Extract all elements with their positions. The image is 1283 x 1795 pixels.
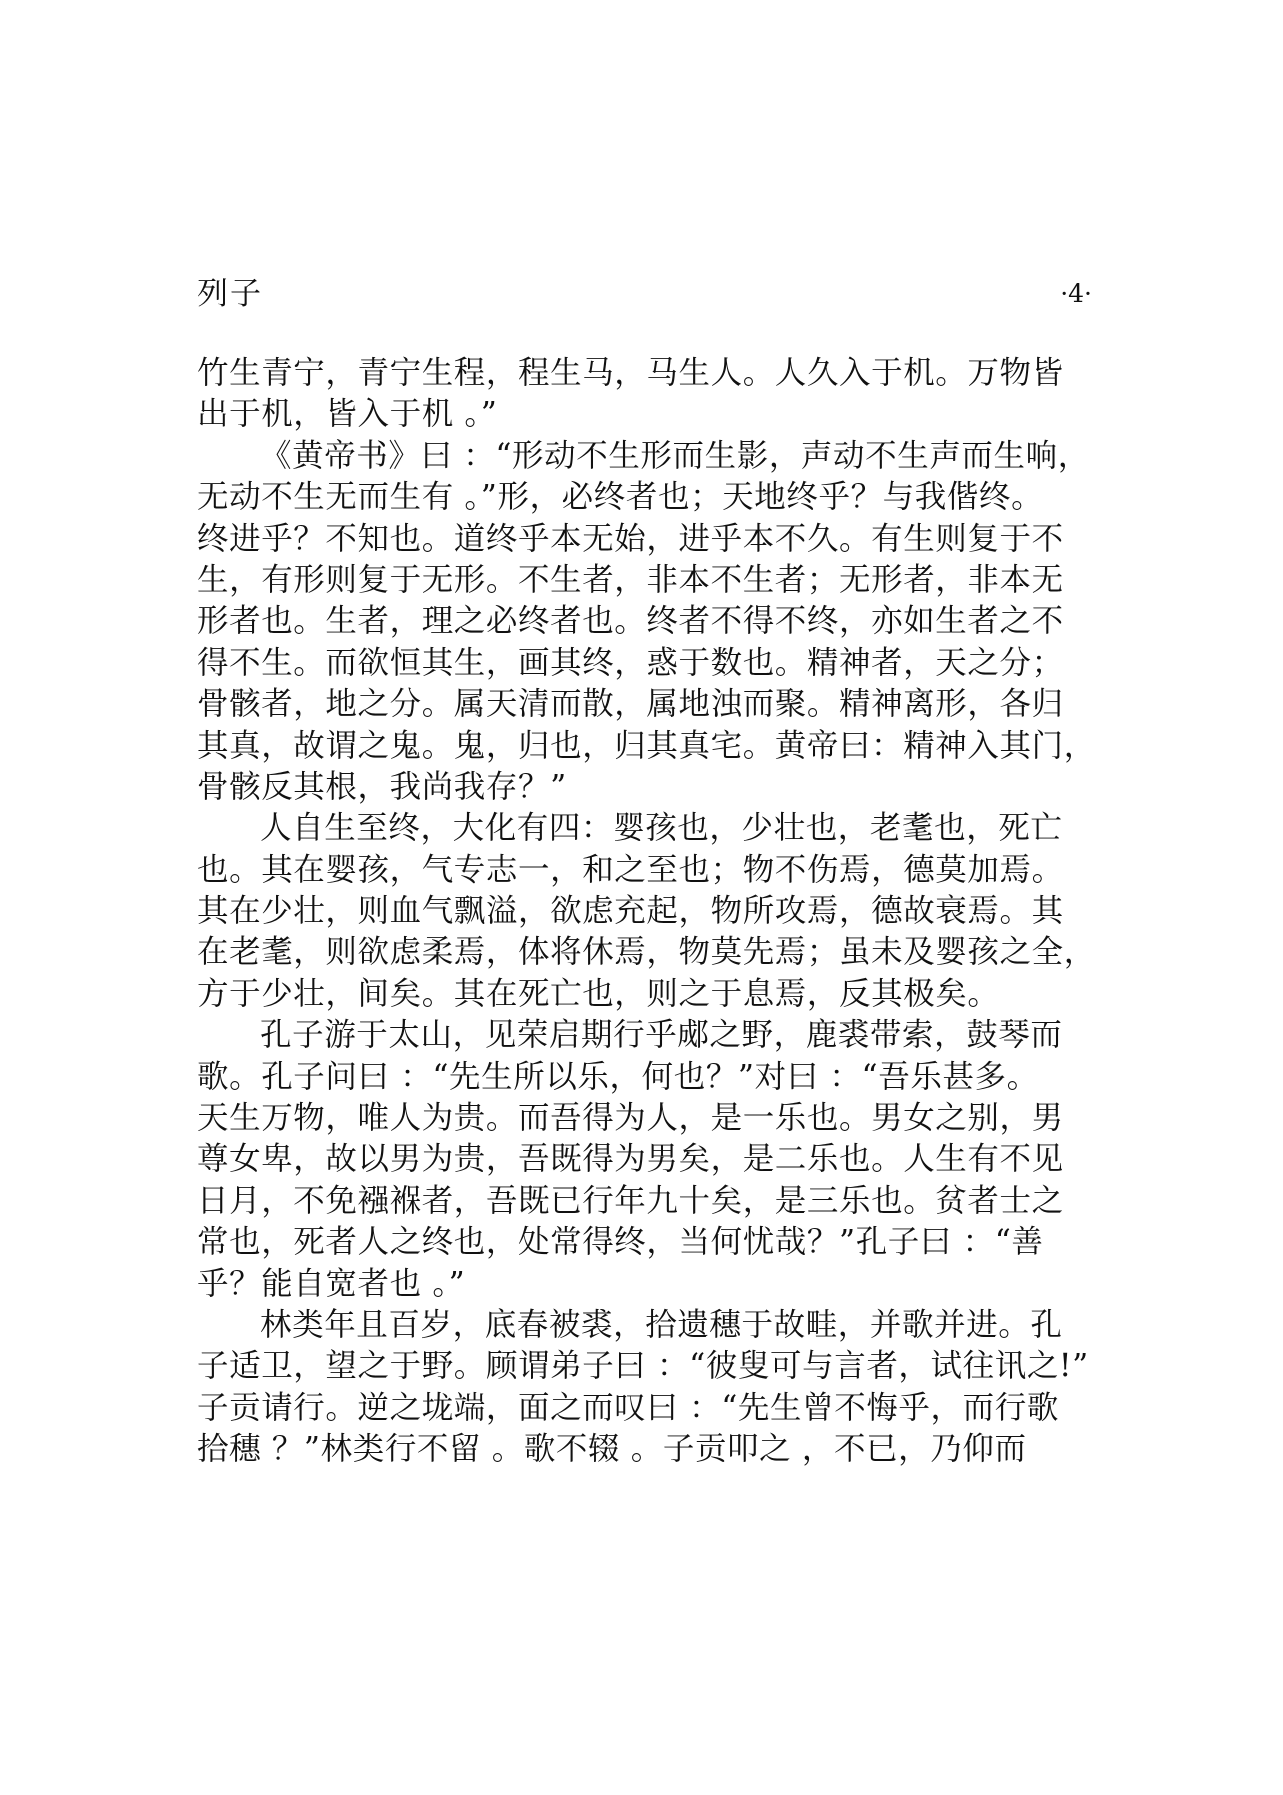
text-line: 骨骸反其根，我尚我存？” <box>197 768 567 805</box>
text-line: 形者也。生者，理之必终者也。终者不得不终，亦如生者之不 <box>197 603 1064 640</box>
text-line: 终进乎？不知也。道终乎本无始，进乎本不久。有生则复于不 <box>197 520 1064 557</box>
text-line: 孔子游于太山，见荣启期行乎郕之野，鹿裘带索，鼓琴而 <box>260 1017 1063 1054</box>
text-line: 无动不生无而生有 。”形，必终者也；天地终乎？与我偕终。 <box>197 479 1044 516</box>
text-line: 《黄帝书》曰 ：“形动不生形而生影，声动不生声而生响， <box>260 437 1090 474</box>
text-line: 拾穗 ？”林类行不留 。歌不辍 。子贡叩之 ，不已，乃仰而 <box>197 1431 1027 1468</box>
text-line: 得不生。而欲恒其生，画其终，惑于数也。精神者，天之分； <box>197 644 1064 681</box>
page-header <box>197 270 1092 318</box>
text-line: 出于机，皆入于机 。” <box>197 396 498 433</box>
text-line: 方于少壮，间矣。其在死亡也，则之于息焉，反其极矣。 <box>197 975 1000 1012</box>
text-line: 天生万物，唯人为贵。而吾得为人，是一乐也。男女之别，男 <box>197 1100 1064 1137</box>
text-line: 日月，不免襁褓者，吾既已行年九十矣，是三乐也。贫者士之 <box>197 1182 1064 1219</box>
text-line: 竹生青宁，青宁生程，程生马，马生人。人久入于机。万物皆 <box>197 355 1064 391</box>
text-line: 子适卫，望之于野。顾谓弟子曰 ：“彼叟可与言者，试往讯之!” <box>197 1348 1089 1385</box>
text-line: 骨骸者，地之分。属天清而散，属地浊而聚。精神离形，各归 <box>197 686 1064 723</box>
text-line: 林类年且百岁，底春被裘，拾遗穗于故畦，并歌并进。孔 <box>260 1306 1063 1343</box>
text-line: 人自生至终，大化有四：婴孩也，少壮也，老耄也，死亡 <box>260 810 1063 847</box>
text-line: 其真，故谓之鬼。鬼，归也，归其真宅。黄帝曰：精神入其门， <box>197 727 1096 764</box>
text-line: 在老耄，则欲虑柔焉，体将休焉，物莫先焉；虽未及婴孩之全， <box>197 934 1096 971</box>
running-title: 列子 <box>197 276 263 312</box>
body-text <box>197 353 1097 1471</box>
text-line: 常也，死者人之终也，处常得终，当何忧哉？”孔子曰 ：“善 <box>197 1224 1044 1261</box>
text-line: 歌。孔子问曰 ：“先生所以乐，何也？”对曰 ：“吾乐甚多。 <box>197 1058 1039 1095</box>
page-number: ·4· <box>1060 279 1092 308</box>
text-line: 乎？能自宽者也 。” <box>197 1265 466 1302</box>
text-line: 子贡请行。逆之垅端，面之而叹曰 ：“先生曾不悔乎，而行歌 <box>197 1389 1059 1426</box>
text-line: 生，有形则复于无形。不生者，非本不生者；无形者，非本无 <box>197 561 1064 598</box>
text-line: 其在少壮，则血气飘溢，欲虑充起，物所攻焉，德故衰焉。其 <box>197 893 1064 930</box>
text-line: 也。其在婴孩，气专志一，和之至也；物不伤焉，德莫加焉。 <box>197 851 1064 888</box>
text-line: 尊女卑，故以男为贵，吾既得为男矣，是二乐也。人生有不见 <box>197 1141 1064 1178</box>
